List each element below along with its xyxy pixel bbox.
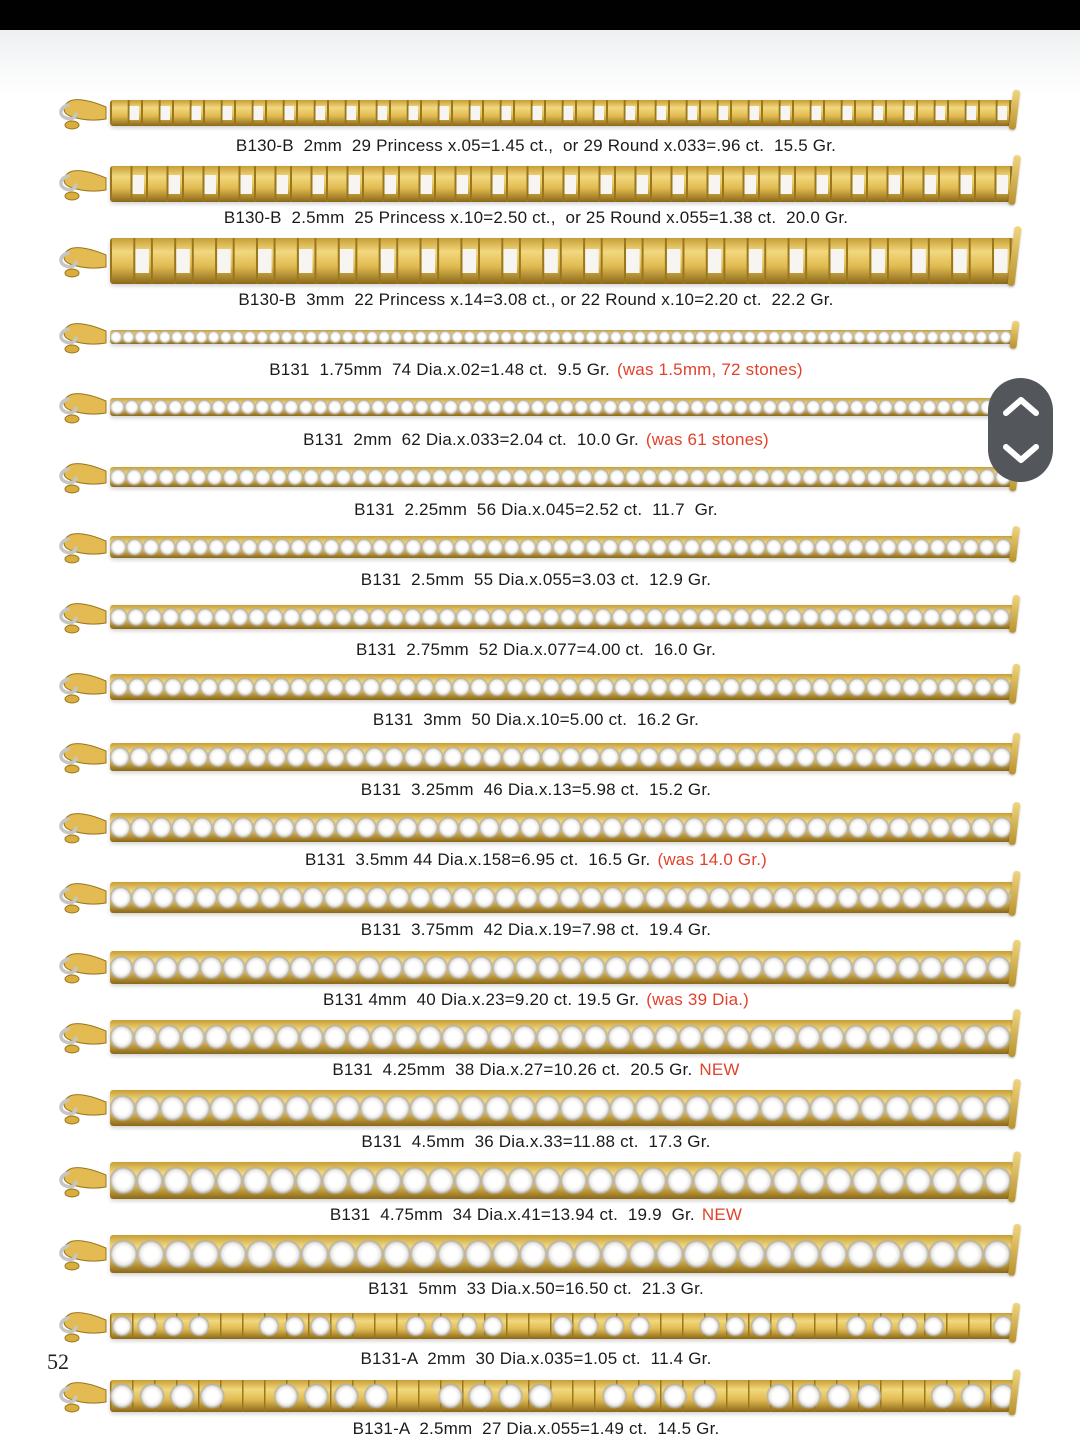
caption-text: B131 2.5mm 55 Dia.x.055=3.03 ct. 12.9 Gr. [360,570,712,589]
catalog-row [58,460,1014,520]
bracelet-image [58,1309,1014,1343]
caption-note: NEW [699,1060,740,1079]
bracelet-end-pin [1008,1151,1021,1202]
caption-text: B131-A 2.5mm 27 Dia.x.055=1.49 ct. 14.5 Gr. [352,1419,720,1438]
bracelet-image [58,880,1014,914]
catalog-row [58,1162,1014,1225]
bracelet-end-pin [1008,1009,1021,1057]
viewer-top-bar [0,0,1080,30]
caption-note: NEW [701,1205,743,1224]
bracelet-clasp-icon [58,167,108,201]
bracelet-strip [110,166,1014,202]
bracelet-end-pin [1009,1303,1021,1344]
catalog-row [58,1235,1014,1299]
caption-text: B131 2mm 62 Dia.x.033=2.04 ct. 10.0 Gr. [303,430,639,449]
scroll-widget [988,378,1053,482]
catalog-row [58,740,1014,800]
bracelet-caption [58,1279,1014,1299]
caption-note: (was 39 Dia.) [646,990,750,1009]
catalog-row [58,1090,1014,1152]
bracelet-strip [110,1090,1014,1126]
catalog-row [58,166,1014,228]
bracelet-end-pin [1009,595,1021,634]
bracelet-caption [58,430,1014,450]
bracelet-clasp-icon [58,1309,108,1343]
caption-text: B131 3.75mm 42 Dia.x.19=7.98 ct. 19.4 Gr. [360,920,712,939]
bracelet-strip [110,605,1014,629]
bracelet-clasp-icon [58,460,108,494]
bracelet-caption [58,780,1014,800]
bracelet-clasp-icon [58,96,108,130]
bracelet-clasp-icon [58,810,108,844]
bracelet-clasp-icon [58,244,108,278]
catalog-row [58,96,1014,156]
caption-note: (was 14.0 Gr.) [657,850,768,869]
bracelet-clasp-icon [58,670,108,704]
bracelet-caption [58,136,1014,156]
bracelet-end-pin [1009,90,1021,131]
bracelet-image [58,530,1014,564]
caption-text: B131 4.25mm 38 Dia.x.27=10.26 ct. 20.5 Gr. [332,1060,693,1079]
bracelet-caption [58,1205,1014,1225]
bracelet-image [58,460,1014,494]
bracelet-image [58,810,1014,844]
bracelet-strip [110,674,1014,700]
bracelet-strip [110,813,1014,842]
caption-text: B131 3.25mm 46 Dia.x.13=5.98 ct. 15.2 Gr. [360,780,712,799]
bracelet-strip [110,536,1014,558]
scroll-up-button[interactable] [999,392,1043,420]
bracelet-caption [58,1349,1014,1369]
bracelet-caption [58,360,1014,380]
catalog-row [58,1309,1014,1369]
bracelet-caption [58,640,1014,660]
bracelet-strip [110,1235,1014,1273]
bracelet-image [58,96,1014,130]
catalog-row [58,810,1014,870]
bracelet-caption [58,570,1014,590]
bracelet-caption [58,990,1014,1010]
chevron-up-icon [1000,394,1042,418]
scroll-down-button[interactable] [999,440,1043,468]
bracelet-end-pin [1009,526,1020,563]
bracelet-caption [58,1132,1014,1152]
bracelet-clasp-icon [58,1379,108,1413]
bracelet-end-pin [1008,939,1021,987]
bracelet-strip [110,882,1014,913]
catalog-row [58,1020,1014,1080]
bracelet-end-pin [1008,732,1020,775]
chevron-down-icon [1000,442,1042,466]
catalog-row [58,950,1014,1010]
bracelet-caption [58,920,1014,940]
bracelet-caption [58,1060,1014,1080]
bracelet-clasp-icon [58,530,108,564]
caption-text: B130-B 2mm 29 Princess x.05=1.45 ct., or 29 Round x.033=.96 ct. 15.5 Gr. [235,136,837,155]
caption-note: (was 1.5mm, 72 stones) [616,360,803,379]
catalog-row [58,670,1014,730]
catalog-row [58,880,1014,940]
caption-text: B131 4mm 40 Dia.x.23=9.20 ct. 19.5 Gr. [322,990,640,1009]
bracelet-clasp-icon [58,1237,108,1271]
caption-text: B131 4.5mm 36 Dia.x.33=11.88 ct. 17.3 Gr. [361,1132,711,1151]
bracelet-image [58,1020,1014,1054]
bracelet-clasp-icon [58,740,108,774]
bracelet-end-pin [1008,1224,1021,1276]
page-number: 52 [47,1349,69,1374]
bracelet-end-pin [1008,871,1020,917]
bracelet-image [58,1379,1014,1413]
bracelet-end-pin [1008,1079,1021,1129]
catalog-row [58,320,1014,380]
bracelet-strip [110,951,1014,984]
bracelet-caption [58,290,1014,310]
bracelet-image [58,670,1014,704]
page-top-shading [0,30,1080,95]
bracelet-clasp-icon [58,320,108,354]
caption-text: B131 2.75mm 52 Dia.x.077=4.00 ct. 16.0 Gr. [355,640,717,659]
bracelet-end-pin [1007,226,1021,286]
catalog-row [58,530,1014,590]
catalog-row [58,390,1014,450]
bracelet-image [58,1090,1014,1126]
bracelet-image [58,740,1014,774]
bracelet-caption [58,710,1014,730]
bracelet-caption [58,850,1014,870]
caption-text: B130-B 2.5mm 25 Princess x.10=2.50 ct., or 25 Round x.055=1.38 ct. 20.0 Gr. [223,208,849,227]
bracelet-strip [110,467,1014,487]
caption-text: B131 1.75mm 74 Dia.x.02=1.48 ct. 9.5 Gr. [269,360,610,379]
bracelet-strip [110,743,1014,771]
catalog-page [58,96,1014,1449]
caption-text: B131-A 2mm 30 Dia.x.035=1.05 ct. 11.4 Gr. [360,1349,712,1368]
bracelet-strip [110,1313,1014,1339]
bracelet-strip [110,398,1014,416]
bracelet-end-pin [1008,1369,1021,1416]
catalog-row [58,238,1014,310]
bracelet-strip [110,100,1014,126]
bracelet-clasp-icon [58,880,108,914]
bracelet-caption [58,208,1014,228]
bracelet-image [58,1162,1014,1199]
bracelet-end-pin [1009,664,1021,705]
caption-text: B131 4.75mm 34 Dia.x.41=13.94 ct. 19.9 Gr. [329,1205,695,1224]
bracelet-caption [58,1419,1014,1439]
bracelet-image [58,390,1014,424]
bracelet-strip [110,1020,1014,1054]
caption-text: B131 5mm 33 Dia.x.50=16.50 ct. 21.3 Gr. [368,1279,704,1298]
bracelet-image [58,166,1014,202]
caption-text: B130-B 3mm 22 Princess x.14=3.08 ct., or 22 Round x.10=2.20 ct. 22.2 Gr. [238,290,834,309]
caption-note: (was 61 stones) [645,430,769,449]
catalog-rows [58,96,1014,1439]
bracelet-end-pin [1008,802,1020,846]
bracelet-image [58,320,1014,354]
bracelet-strip [110,1380,1014,1412]
bracelet-strip [110,330,1014,344]
bracelet-clasp-icon [58,1020,108,1054]
caption-text: B131 3.5mm 44 Dia.x.158=6.95 ct. 16.5 Gr. [304,850,651,869]
catalog-row [58,600,1014,660]
bracelet-clasp-icon [58,600,108,634]
bracelet-end-pin [1008,155,1021,205]
bracelet-strip [110,1162,1014,1199]
caption-text: B131 3mm 50 Dia.x.10=5.00 ct. 16.2 Gr. [372,710,700,729]
bracelet-end-pin [1009,320,1019,349]
bracelet-strip [110,238,1014,284]
bracelet-caption [58,500,1014,520]
catalog-row [58,1379,1014,1439]
bracelet-clasp-icon [58,390,108,424]
bracelet-clasp-icon [58,950,108,984]
bracelet-image [58,950,1014,984]
bracelet-image [58,600,1014,634]
caption-text: B131 2.25mm 56 Dia.x.045=2.52 ct. 11.7 Gr. [354,500,718,519]
bracelet-clasp-icon [58,1164,108,1198]
bracelet-image [58,238,1014,284]
bracelet-image [58,1235,1014,1273]
bracelet-clasp-icon [58,1091,108,1125]
